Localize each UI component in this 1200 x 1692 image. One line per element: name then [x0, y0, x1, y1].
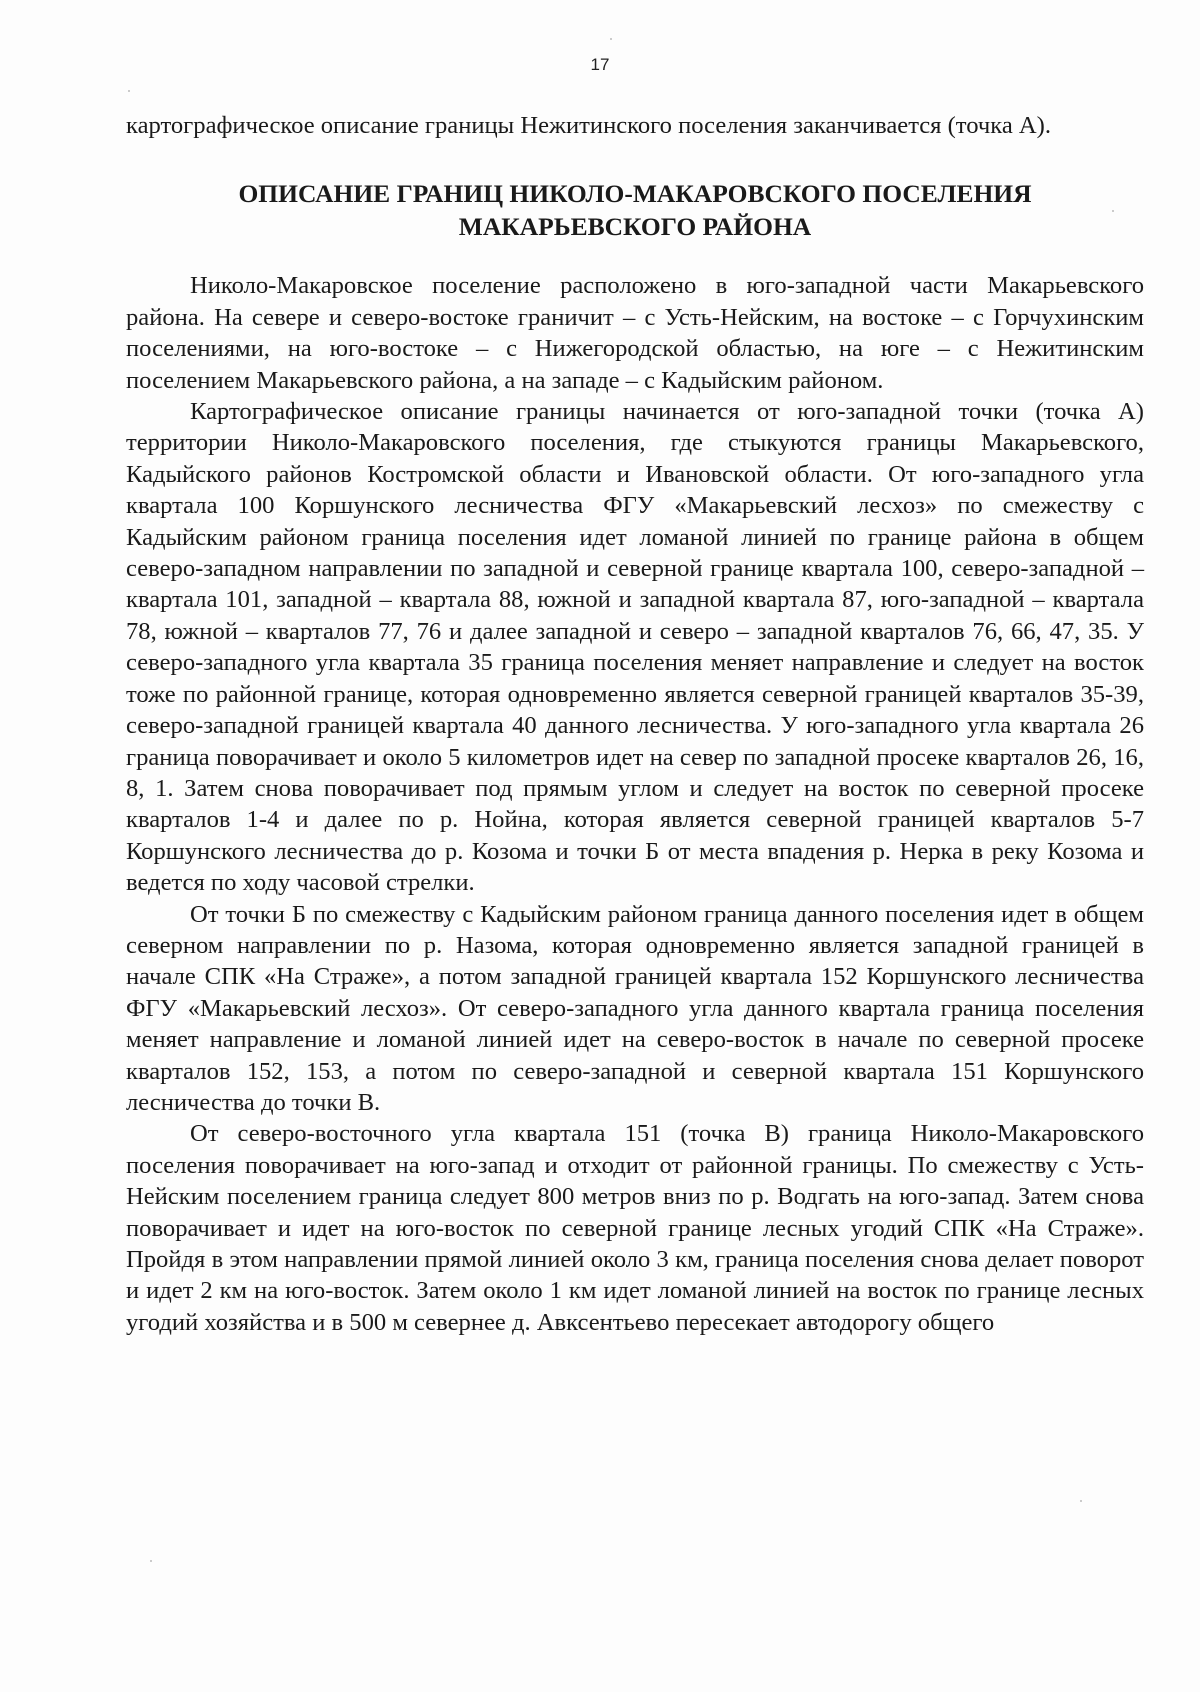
page-number: 17	[590, 55, 610, 74]
section-heading-line-1: ОПИСАНИЕ ГРАНИЦ НИКОЛО-МАКАРОВСКОГО ПОСЕЛЕНИЯ	[238, 179, 1032, 209]
paragraph-point-b: От точки Б по смежеству с Кадыйским районом граница данного поселения идет в общем северном направлении по р. Назома, которая одновременно является западной границей в начале СПК «На Страже», а потом западной границей квартала 152 Коршунского лесничества ФГУ «Макарьевский лесхоз». От северо-западного угла данного квартала граница поселения меняет направление и ломаной линией идет на северо-восток в начале по северной просеке кварталов 152, 153, а потом по северо-западной и северной квартала 151 Коршунского лесничества до точки В.	[126, 900, 1144, 1116]
section-heading-line-2: МАКАРЬЕВСКОГО РАЙОНА	[458, 212, 812, 242]
intro-paragraph: картографическое описание границы Нежитинского поселения заканчивается (точка А).	[126, 112, 1052, 139]
section-heading	[126, 177, 1144, 243]
paragraph-point-a: Картографическое описание границы начинается от юго-западной точки (точка А) территории Николо-Макаровского поселения, где стыкуются границы Макарьевского, Кадыйского районов Костромской области и Ивановской области. От юго-западного угла квартала 100 Коршунского лесничества ФГУ «Макарьевский лесхоз» по смежеству с Кадыйским районом граница поселения идет ломаной линией по границе района в общем северо-западном направлении по западной и северной границе квартала 100, северо-западной – квартала 101, западной – квартала 88, южной и западной квартала 87, юго-западной – квартала 78, южной – кварталов 77, 76 и далее западной и северо – западной кварталов 76, 66, 47, 35. У северо-западного угла квартала 35 граница поселения меняет направление и следует на восток тоже по районной границе, которая одновременно является северной границей кварталов 35-39, северо-западной границей квартала 40 данного лесничества. У юго-западного угла квартала 26 граница поворачивает и около 5 километров идет на север по западной просеке кварталов 26, 16, 8, 1. Затем снова поворачивает под прямым углом и следует на восток по северной просеке кварталов 1-4 и далее по р. Нойна, которая является северной границей кварталов 5-7 Коршунского лесничества до р. Козома и точки Б от места впадения р. Нерка в реку Козома и ведется по ходу часовой стрелки.	[126, 398, 1144, 897]
scan-speck	[1080, 1500, 1082, 1502]
scan-speck	[150, 1560, 152, 1562]
document-body	[126, 110, 1144, 1338]
scan-speck	[128, 90, 130, 92]
paragraph-overview: Николо-Макаровское поселение расположено в юго-западной части Макарьевского района. На севере и северо-востоке граничит – с Усть-Нейским, на востоке – с Горчухинским поселениями, на юго-востоке – с Нижегородской областью, на юге – с Нежитинским поселением Макарьевского района, а на западе – с Кадыйским районом.	[126, 272, 1144, 394]
scan-speck	[1112, 210, 1114, 212]
paragraph-point-v: От северо-восточного угла квартала 151 (точка В) граница Николо-Макаровского поселения поворачивает на юго-запад и отходит от районной границы. По смежеству с Усть-Нейским поселением граница следует 800 метров вниз по р. Водгать на юго-запад. Затем снова поворачивает и идет на юго-восток по северной границе лесных угодий СПК «На Страже». Пройдя в этом направлении прямой линией около 3 км, граница поселения снова делает поворот и идет 2 км на юго-восток. Затем около 1 км идет ломаной линией на восток по границе лесных угодий хозяйства и в 500 м севернее д. Авксентьево пересекает автодорогу общего	[126, 1120, 1144, 1336]
scan-speck	[610, 38, 612, 40]
